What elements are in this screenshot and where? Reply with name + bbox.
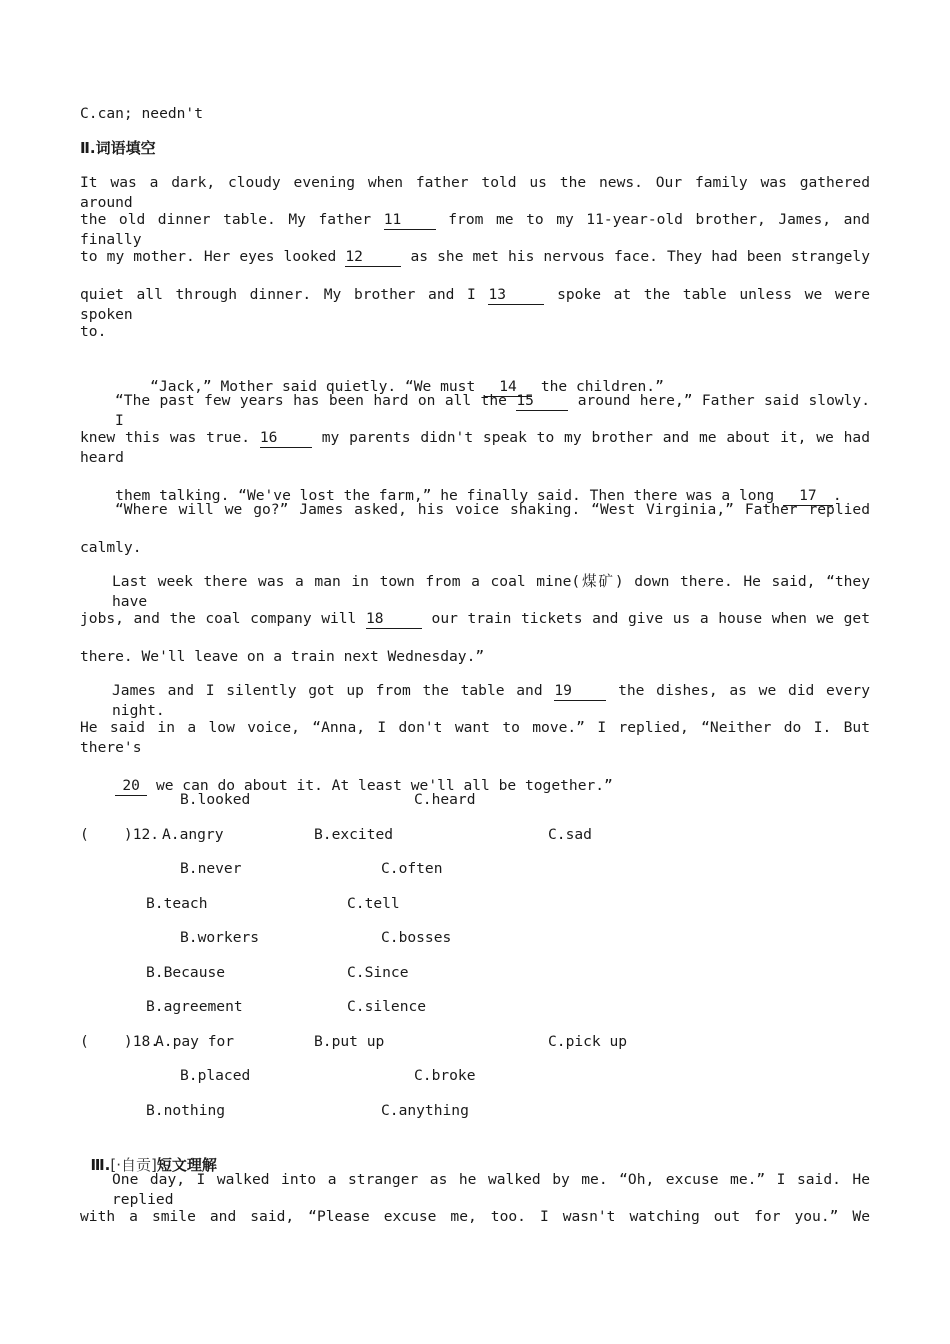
option-b: B.workers [180,929,260,946]
option-a: A.pay for [155,1033,235,1050]
text: the children.” [540,378,664,395]
text: my parents didn't speak to my brother and me about it, we had heard [80,429,870,466]
passage-line: with a smile and said, “Please excuse me, too. I wasn't watching out for you.” We [80,1208,870,1225]
option-c: C.tell [347,895,400,912]
passage-line [112,681,870,721]
option-c: C.heard [414,791,476,808]
blank-16: 16 [260,429,312,448]
text: “Jack,” Mother said quietly. “We must [150,378,476,395]
option-b: B.Because [146,964,226,981]
source-tag: [·自贡] [110,1156,157,1174]
passage-line: to. [80,323,107,340]
text: to my mother. Her eyes looked [80,248,337,265]
text: we can do about it. At least we'll all be together.” [155,777,613,794]
blank-18: 18 [366,610,422,629]
text: quiet all through dinner. My brother and I [80,286,476,303]
option-c: C.sad [548,826,592,843]
passage-line: He said in a low voice, “Anna, I don't want to move.” I replied, “Neither do I. But there's [80,719,870,756]
prev-option-c: C.can; needn't [80,105,204,122]
passage-line [80,428,870,468]
section-2-heading: Ⅱ.词语填空 [80,139,156,157]
passage-line: One day, I walked into a stranger as he walked by me. “Oh, excuse me.” I said. He replied [112,1171,870,1208]
passage-line [80,756,613,816]
option-c: C.often [381,860,443,877]
option-c: C.bosses [381,929,452,946]
passage-line: It was a dark, cloudy evening when father told us the news. Our family was gathered around [80,174,870,211]
text: the dishes, as we did every night. [112,682,870,719]
passage-line: calmly. [80,539,142,556]
passage-line [80,285,870,325]
section-number: Ⅲ. [90,1156,111,1174]
blank-11: 11 [384,211,436,230]
text: jobs, and the coal company will [80,610,357,627]
blank-12: 12 [345,248,401,267]
blank-19: 19 [554,682,606,701]
blank-14: 14 [484,378,532,397]
answer-paren: ( )12. [80,826,160,843]
passage-line: Last week there was a man in town from a coal mine(煤矿) down there. He said, “they have [112,573,870,610]
option-b: B.put up [314,1033,385,1050]
text: . [832,487,842,504]
text: James and I silently got up from the table and [112,682,543,699]
option-a: A.angry [162,826,224,843]
passage-line [115,391,870,431]
text: the old dinner table. My father [80,211,372,228]
section-3-heading [80,1135,217,1175]
option-b: B.nothing [146,1102,226,1119]
option-c: C.broke [414,1067,476,1084]
text: knew this was true. [80,429,251,446]
text: spoke at the table unless we were spoken [80,286,870,323]
section-title: 短文理解 [156,1156,217,1174]
option-b: B.never [180,860,242,877]
passage-line [80,247,870,267]
passage-line: “Where will we go?” James asked, his voice shaking. “West Virginia,” Father replied [115,501,870,518]
text: around here,” Father said slowly. I [115,392,871,429]
option-b: B.teach [146,895,208,912]
text: as she met his nervous face. They had been strangely [410,248,870,265]
blank-15: 15 [516,392,568,411]
option-b: B.excited [314,826,394,843]
text: “The past few years has been hard on all the [115,392,507,409]
option-b: B.agreement [146,998,243,1015]
blank-17: 17 [783,487,833,506]
blank-20: 20 [115,777,147,796]
option-b: B.placed [180,1067,251,1084]
option-b: B.looked [180,791,251,808]
blank-13: 13 [488,286,544,305]
option-c: C.anything [381,1102,469,1119]
text: from me to my 11-year-old brother, James, and finally [80,211,870,248]
text: our train tickets and give us a house when we get [431,610,870,627]
option-c: C.pick up [548,1033,628,1050]
text: them talking. “We've lost the farm,” he finally said. Then there was a long [115,487,775,504]
passage-line: there. We'll leave on a train next Wednesday.” [80,648,485,665]
passage-line [80,210,870,250]
passage-line [80,609,870,629]
option-c: C.silence [347,998,427,1015]
option-c: C.Since [347,964,409,981]
answer-paren: ( )18. [80,1033,160,1050]
